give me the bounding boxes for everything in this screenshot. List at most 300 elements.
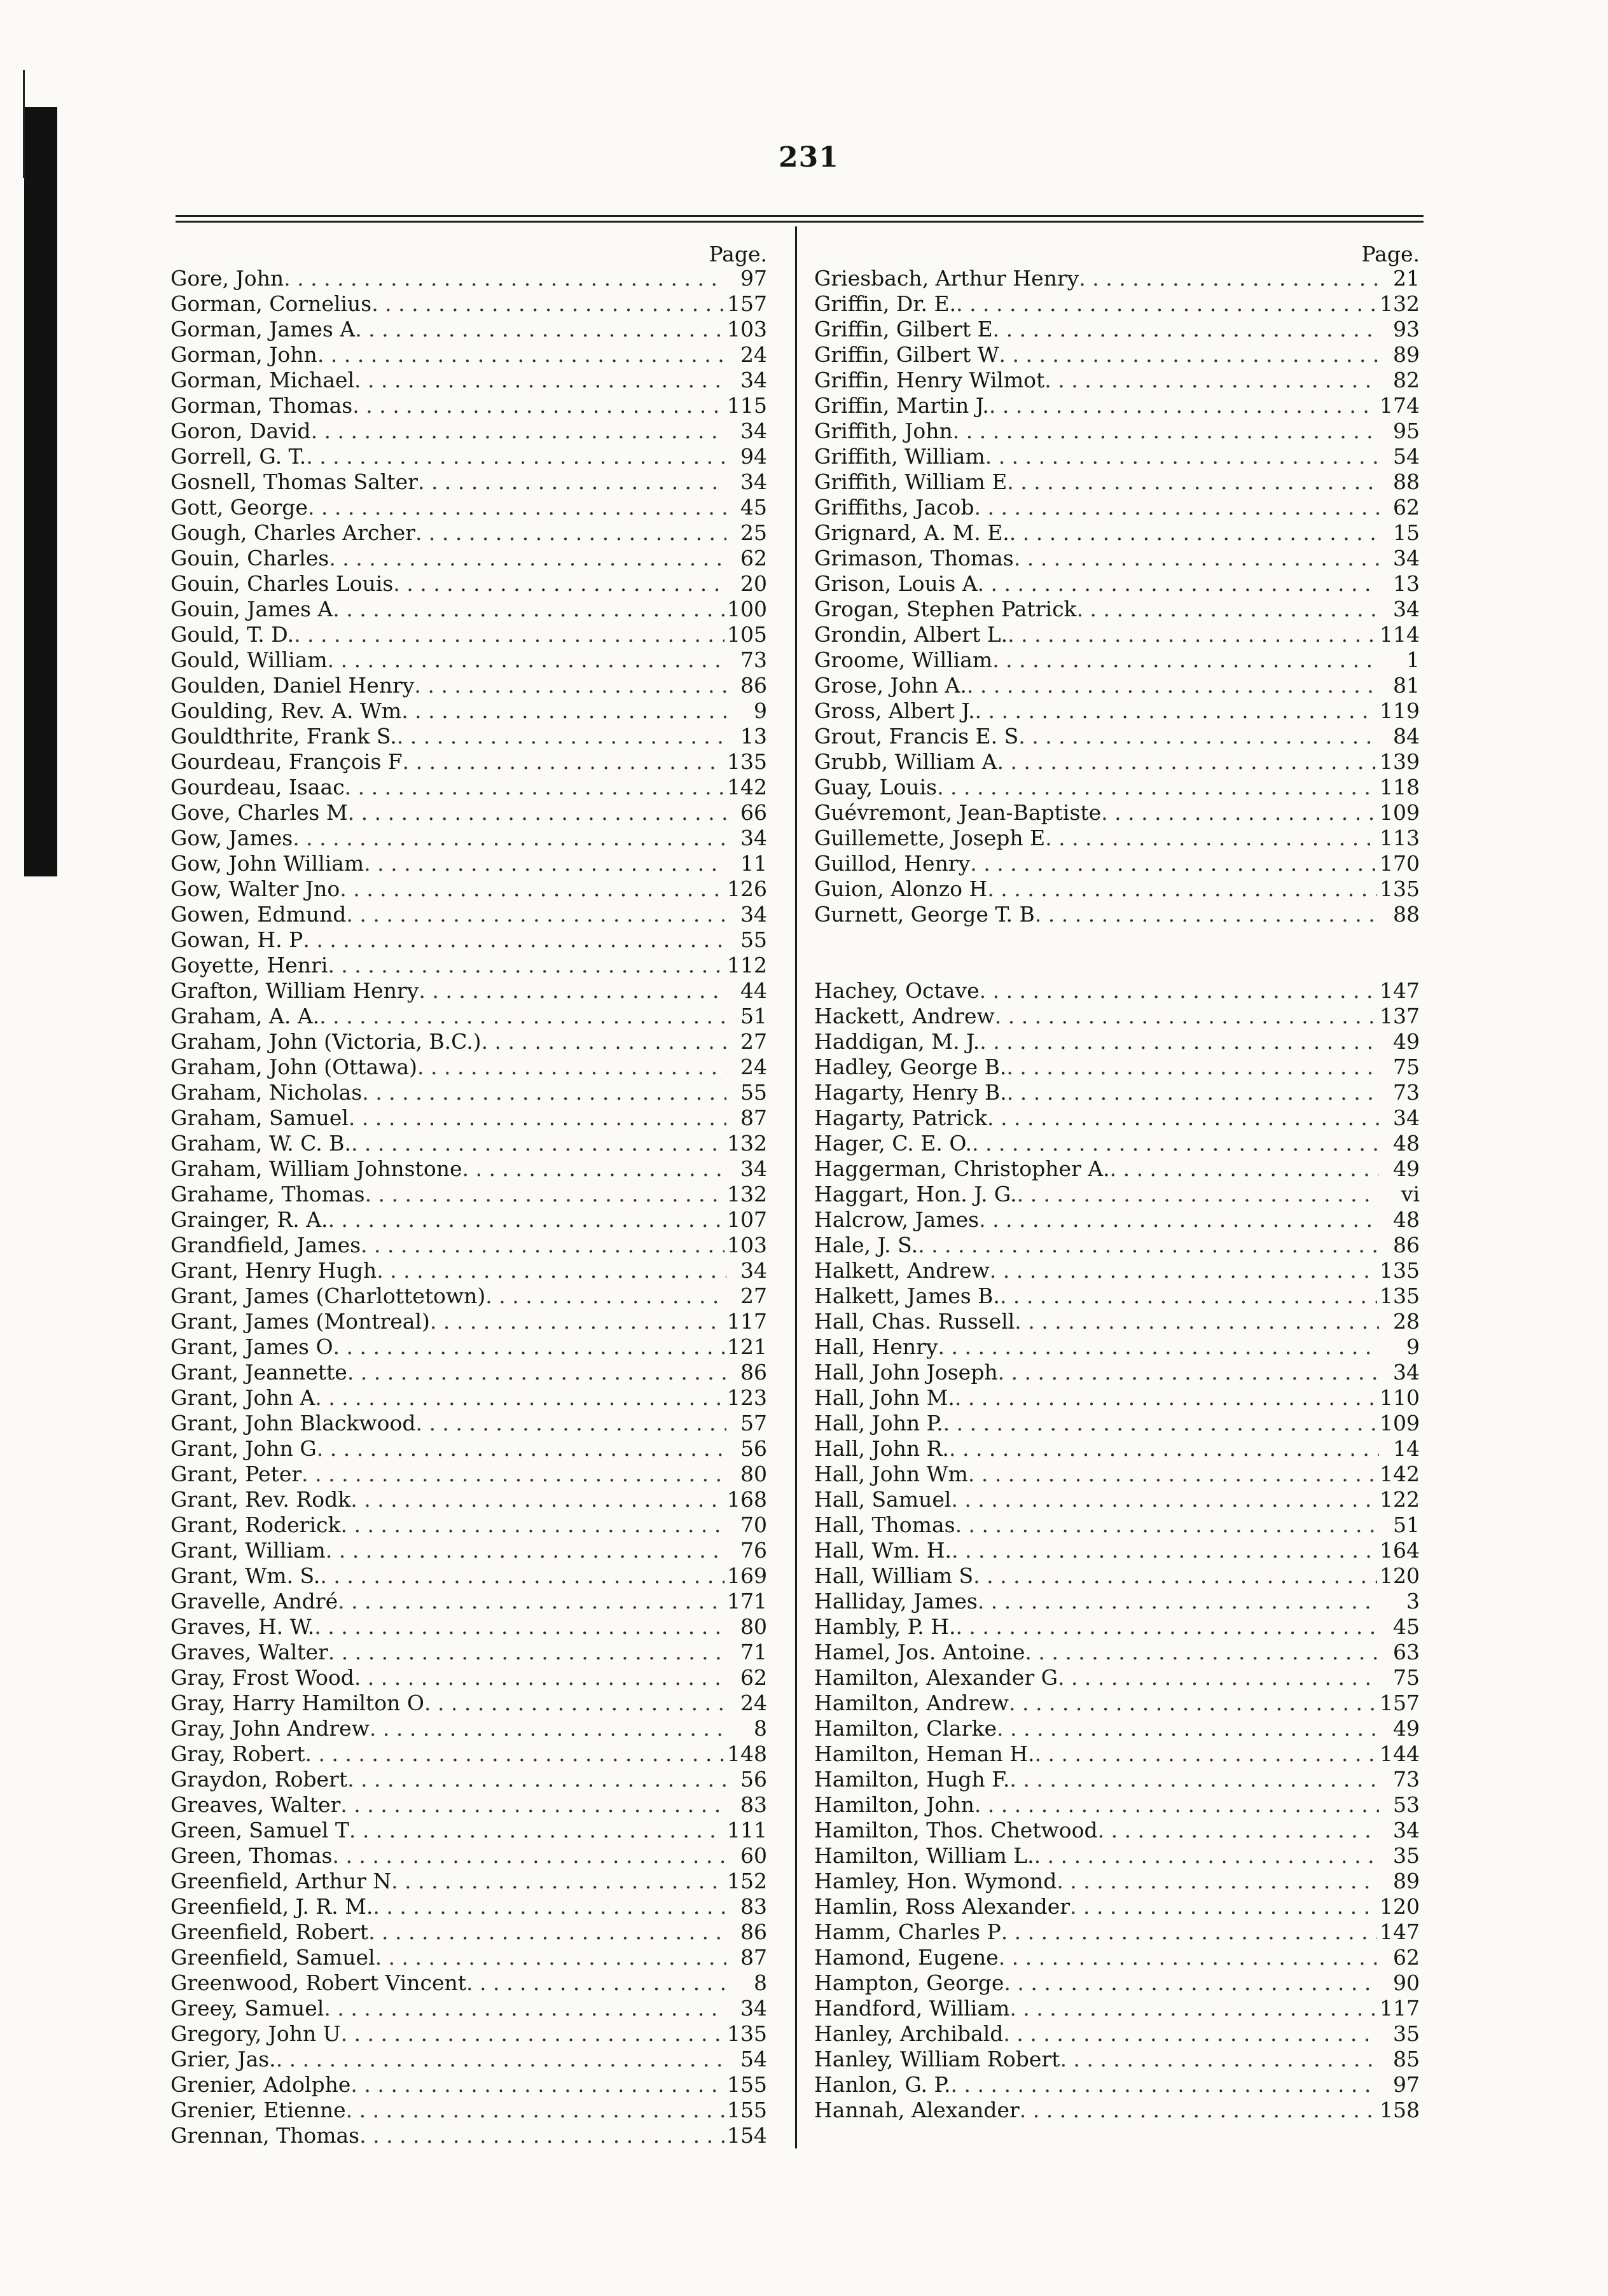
entry-name: Hamm, Charles P xyxy=(814,1919,1001,1944)
entry-page-number: 93 xyxy=(1393,317,1420,342)
index-entry xyxy=(170,1207,767,1233)
entry-name: Goulden, Daniel Henry xyxy=(170,673,415,698)
entry-name: Gore, John xyxy=(170,266,284,291)
entry-name: Hall, William S xyxy=(814,1563,974,1588)
dot-leader xyxy=(370,1716,726,1741)
entry-name: Grenier, Etienne xyxy=(170,2098,346,2122)
entry-page-number: 73 xyxy=(1393,1080,1420,1105)
entry-page-number: 27 xyxy=(740,1029,767,1054)
entry-page-number: 34 xyxy=(1393,1818,1420,1843)
index-entry xyxy=(814,1233,1420,1258)
entry-page-number: 88 xyxy=(1393,902,1420,927)
entry-name: Greenfield, J. R. M. xyxy=(170,1894,373,1919)
dot-leader xyxy=(326,1538,726,1563)
entry-page-number: 135 xyxy=(727,749,767,774)
dot-leader xyxy=(1003,2021,1379,2047)
index-entry xyxy=(170,1004,767,1029)
dot-leader xyxy=(377,1258,726,1283)
entry-name: Hager, C. E. O. xyxy=(814,1131,972,1156)
entry-page-number: 90 xyxy=(1393,1970,1420,1995)
dot-leader xyxy=(970,851,1377,876)
entry-name: Goulding, Rev. A. Wm xyxy=(170,698,402,723)
entry-page-number: 164 xyxy=(1380,1538,1420,1563)
dot-leader xyxy=(975,698,1377,724)
entry-name: Groome, William xyxy=(814,647,993,672)
dot-leader xyxy=(998,1360,1379,1385)
dot-leader xyxy=(329,546,726,571)
entry-page-number: 54 xyxy=(1393,444,1420,469)
entry-page-number: 80 xyxy=(740,1462,767,1486)
index-entry xyxy=(170,393,767,418)
index-entry xyxy=(814,1563,1420,1589)
index-entry xyxy=(814,2021,1420,2047)
entry-name: Grant, Peter xyxy=(170,1462,302,1486)
dot-leader xyxy=(308,495,726,520)
entry-page-number: 132 xyxy=(1380,291,1420,316)
index-entry xyxy=(814,1283,1420,1309)
entry-page-number: 13 xyxy=(1393,571,1420,596)
entry-page-number: 83 xyxy=(740,1792,767,1817)
entry-page-number: 155 xyxy=(727,2098,767,2122)
index-entry xyxy=(814,1436,1420,1462)
dot-leader xyxy=(955,1614,1379,1640)
dot-leader xyxy=(371,291,724,317)
entry-name: Gott, George xyxy=(170,495,308,520)
index-entry xyxy=(814,1665,1420,1691)
dot-leader xyxy=(284,266,726,291)
entry-name: Grandfield, James xyxy=(170,1233,361,1257)
entry-page-number: 132 xyxy=(727,1182,767,1207)
entry-name: Gregory, John U xyxy=(170,2021,341,2046)
entry-page-number: 118 xyxy=(1380,775,1420,799)
index-entry xyxy=(170,978,767,1004)
entry-page-number: 97 xyxy=(740,266,767,291)
dot-leader xyxy=(1008,622,1377,647)
entry-name: Griffin, Gilbert W xyxy=(814,342,999,367)
index-entry xyxy=(814,1334,1420,1360)
dot-leader xyxy=(1110,1156,1379,1182)
dot-leader xyxy=(373,1894,726,1919)
dot-leader xyxy=(1009,520,1379,546)
entry-name: Gow, James xyxy=(170,826,293,850)
index-entry xyxy=(170,1258,767,1283)
entry-page-number: 55 xyxy=(740,927,767,952)
index-entry xyxy=(170,1869,767,1894)
dot-leader xyxy=(375,1945,726,1970)
entry-page-number: 76 xyxy=(740,1538,767,1563)
dot-leader xyxy=(418,469,726,495)
entry-page-number: 34 xyxy=(740,469,767,494)
index-entry xyxy=(814,393,1420,418)
index-entry xyxy=(814,1207,1420,1233)
entry-name: Greenfield, Samuel xyxy=(170,1945,375,1970)
index-entry xyxy=(814,2047,1420,2072)
entry-page-number: 135 xyxy=(1380,1258,1420,1283)
entry-page-number: 139 xyxy=(1380,749,1420,774)
entry-name: Gorman, Cornelius xyxy=(170,291,372,316)
dot-leader xyxy=(351,1131,724,1156)
entry-page-number: 158 xyxy=(1380,2098,1420,2122)
index-entry xyxy=(814,1792,1420,1818)
entry-page-number: 95 xyxy=(1393,418,1420,443)
dot-leader xyxy=(354,1665,726,1691)
entry-name: Greenfield, Robert xyxy=(170,1919,369,1944)
entry-page-number: 25 xyxy=(740,520,767,545)
index-entry xyxy=(814,571,1420,597)
entry-page-number: 55 xyxy=(740,1080,767,1105)
dot-leader xyxy=(338,1589,724,1614)
dot-leader xyxy=(1045,826,1377,851)
dot-leader xyxy=(340,876,724,902)
entry-page-number: 157 xyxy=(727,291,767,316)
entry-page-number: 34 xyxy=(1393,1360,1420,1385)
entry-name: Griffin, Henry Wilmot xyxy=(814,368,1045,392)
index-entry xyxy=(814,673,1420,698)
entry-page-number: 174 xyxy=(1380,393,1420,418)
header-rule-top xyxy=(176,215,1424,217)
entry-page-number: 8 xyxy=(754,1716,767,1741)
entry-name: Grant, Roderick xyxy=(170,1512,341,1537)
index-entry xyxy=(170,851,767,876)
entry-name: Griffith, John xyxy=(814,418,953,443)
entry-name: Gourdeau, François F xyxy=(170,749,403,774)
entry-page-number: 103 xyxy=(727,1233,767,1257)
entry-page-number: 154 xyxy=(727,2123,767,2148)
index-entry xyxy=(170,724,767,749)
index-entry xyxy=(814,495,1420,520)
entry-page-number: 63 xyxy=(1393,1640,1420,1664)
entry-name: Grondin, Albert L. xyxy=(814,622,1008,647)
entry-page-number: 62 xyxy=(1393,1945,1420,1970)
index-entry xyxy=(170,2098,767,2123)
entry-name: Gray, Frost Wood xyxy=(170,1665,354,1690)
index-entry xyxy=(814,1741,1420,1767)
entry-page-number: 45 xyxy=(1393,1614,1420,1639)
index-entry xyxy=(814,1945,1420,1970)
index-entry xyxy=(170,1131,767,1156)
index-entry xyxy=(814,1258,1420,1283)
left-entry-list xyxy=(170,266,767,2148)
dot-leader xyxy=(951,2072,1379,2098)
entry-page-number: 113 xyxy=(1380,826,1420,850)
entry-page-number: 155 xyxy=(727,2072,767,2097)
dot-leader xyxy=(482,1029,726,1055)
index-entry xyxy=(170,1309,767,1334)
dot-leader xyxy=(349,1105,726,1131)
entry-page-number: 84 xyxy=(1393,724,1420,749)
entry-page-number: 15 xyxy=(1393,520,1420,545)
index-entry xyxy=(814,1055,1420,1080)
index-entry xyxy=(814,1080,1420,1105)
index-entry xyxy=(814,1640,1420,1665)
index-entry xyxy=(170,2072,767,2098)
entry-page-number: 34 xyxy=(740,902,767,927)
entry-name: Gray, John Andrew xyxy=(170,1716,370,1741)
left-column xyxy=(170,243,767,2148)
entry-page-number: 135 xyxy=(727,2021,767,2046)
entry-name: Gross, Albert J. xyxy=(814,698,975,723)
entry-page-number: vi xyxy=(1401,1182,1420,1207)
index-entry xyxy=(814,418,1420,444)
entry-name: Griffith, William E xyxy=(814,469,1008,494)
index-entry xyxy=(814,1538,1420,1563)
dot-leader xyxy=(985,444,1379,469)
entry-page-number: 105 xyxy=(727,622,767,647)
dot-leader xyxy=(1020,2098,1377,2123)
entry-page-number: 119 xyxy=(1380,698,1420,723)
dot-leader xyxy=(949,1436,1379,1462)
entry-page-number: 8 xyxy=(754,1970,767,1995)
index-entry xyxy=(170,1691,767,1716)
entry-name: Graham, W. C. B. xyxy=(170,1131,351,1156)
entry-name: Gorrell, G. T. xyxy=(170,444,307,469)
dot-leader xyxy=(306,444,726,469)
entry-name: Hale, J. S. xyxy=(814,1233,918,1257)
entry-page-number: 75 xyxy=(1393,1055,1420,1079)
entry-page-number: 66 xyxy=(740,800,767,825)
entry-name: Gray, Harry Hamilton O xyxy=(170,1691,424,1715)
index-entry xyxy=(814,291,1420,317)
dot-leader xyxy=(419,978,726,1004)
entry-name: Graham, John (Ottawa) xyxy=(170,1055,418,1079)
index-entry xyxy=(170,1462,767,1487)
entry-page-number: 28 xyxy=(1393,1309,1420,1334)
entry-page-number: 117 xyxy=(727,1309,767,1334)
index-entry xyxy=(814,698,1420,724)
entry-page-number: 80 xyxy=(740,1614,767,1639)
dot-leader xyxy=(305,1741,724,1767)
entry-name: Gowen, Edmund xyxy=(170,902,347,927)
entry-name: Hanley, Archibald xyxy=(814,2021,1004,2046)
entry-page-number: 148 xyxy=(727,1741,767,1766)
entry-name: Griffith, William xyxy=(814,444,985,469)
entry-page-number: 45 xyxy=(740,495,767,520)
entry-name: Graham, John (Victoria, B.C.) xyxy=(170,1029,482,1054)
dot-leader xyxy=(952,1538,1377,1563)
index-entry xyxy=(814,317,1420,342)
index-entry xyxy=(814,2072,1420,2098)
index-entry xyxy=(814,444,1420,469)
index-entry xyxy=(170,1360,767,1385)
entry-name: Graves, H. W. xyxy=(170,1614,315,1639)
dot-leader xyxy=(324,1996,726,2021)
scan-edge-line xyxy=(23,70,25,178)
dot-leader xyxy=(346,2098,724,2123)
entry-name: Hachey, Octave xyxy=(814,978,980,1003)
index-entry xyxy=(814,1996,1420,2021)
index-entry xyxy=(814,1843,1420,1869)
entry-page-number: 86 xyxy=(740,1360,767,1385)
entry-name: Guay, Louis xyxy=(814,775,938,799)
dot-leader xyxy=(1058,1665,1379,1691)
entry-name: Grant, John G xyxy=(170,1436,317,1461)
index-entry xyxy=(170,2047,767,2072)
dot-leader xyxy=(1060,2047,1379,2072)
entry-name: Grant, John A xyxy=(170,1385,315,1410)
entry-page-number: 49 xyxy=(1393,1716,1420,1741)
entry-page-number: 51 xyxy=(1393,1512,1420,1537)
index-entry xyxy=(170,673,767,698)
entry-page-number: 60 xyxy=(740,1843,767,1868)
entry-name: Grignard, A. M. E. xyxy=(814,520,1009,545)
dot-leader xyxy=(401,698,726,724)
entry-name: Hamel, Jos. Antoine xyxy=(814,1640,1025,1664)
index-entry xyxy=(814,1818,1420,1843)
entry-page-number: 49 xyxy=(1393,1156,1420,1181)
dot-leader xyxy=(294,622,724,647)
entry-name: Hamond, Eugene xyxy=(814,1945,999,1970)
entry-page-number: 170 xyxy=(1380,851,1420,876)
index-entry xyxy=(814,342,1420,368)
entry-name: Guillemette, Joseph E xyxy=(814,826,1046,850)
entry-name: Grant, Rev. Rodk xyxy=(170,1487,351,1512)
entry-name: Hall, Henry xyxy=(814,1334,938,1359)
index-entry xyxy=(170,953,767,978)
entry-page-number: 73 xyxy=(740,647,767,672)
entry-page-number: 169 xyxy=(727,1563,767,1588)
index-entry xyxy=(170,927,767,953)
entry-page-number: 110 xyxy=(1380,1385,1420,1410)
dot-leader xyxy=(1004,1970,1379,1996)
entry-name: Grafton, William Henry xyxy=(170,978,419,1003)
entry-page-number: 70 xyxy=(740,1512,767,1537)
dot-leader xyxy=(979,1207,1379,1233)
entry-name: Hall, John M. xyxy=(814,1385,955,1410)
entry-name: Greenwood, Robert Vincent xyxy=(170,1970,467,1995)
entry-name: Guévremont, Jean-Baptiste xyxy=(814,800,1102,825)
dot-leader xyxy=(303,927,726,953)
entry-name: Gouldthrite, Frank S. xyxy=(170,724,397,749)
entry-name: Gow, Walter Jno xyxy=(170,876,340,901)
entry-name: Griffin, Dr. E. xyxy=(814,291,957,316)
entry-name: Hamilton, Thos. Chetwood xyxy=(814,1818,1098,1843)
index-entry xyxy=(170,1487,767,1512)
index-entry xyxy=(170,546,767,571)
dot-leader xyxy=(974,1792,1379,1818)
index-entry xyxy=(814,1182,1420,1207)
entry-page-number: 142 xyxy=(727,775,767,799)
dot-leader xyxy=(999,342,1380,368)
entry-page-number: 88 xyxy=(1393,469,1420,494)
entry-name: Gurnett, George T. B xyxy=(814,902,1035,927)
dot-leader xyxy=(414,673,726,698)
dot-leader xyxy=(918,1233,1379,1258)
index-entry xyxy=(170,1055,767,1080)
index-entry xyxy=(170,1614,767,1640)
index-entry xyxy=(170,1792,767,1818)
index-entry xyxy=(814,622,1420,647)
entry-page-number: 137 xyxy=(1380,1004,1420,1028)
entry-page-number: 132 xyxy=(727,1131,767,1156)
dot-leader xyxy=(1009,1691,1377,1716)
dot-leader xyxy=(415,1411,726,1436)
index-entry xyxy=(814,647,1420,673)
dot-leader xyxy=(1001,1919,1377,1945)
entry-page-number: 117 xyxy=(1380,1996,1420,2021)
entry-page-number: 86 xyxy=(1393,1233,1420,1257)
entry-name: Grant, Henry Hugh xyxy=(170,1258,377,1283)
entry-name: Gorman, Thomas xyxy=(170,393,353,418)
dot-leader xyxy=(1034,1843,1379,1869)
index-entry xyxy=(170,749,767,775)
dot-leader xyxy=(346,902,726,927)
dot-leader xyxy=(328,647,726,673)
index-entry xyxy=(170,1767,767,1792)
entry-name: Hamilton, Hugh F. xyxy=(814,1767,1010,1792)
index-entry xyxy=(170,1818,767,1843)
entry-page-number: 34 xyxy=(740,1996,767,2021)
entry-name: Haddigan, M. J. xyxy=(814,1029,980,1054)
dot-leader xyxy=(347,1360,726,1385)
index-entry xyxy=(170,775,767,800)
index-entry xyxy=(170,1563,767,1589)
index-entry xyxy=(814,266,1420,291)
entry-name: Green, Thomas xyxy=(170,1843,333,1868)
entry-name: Hamilton, Heman H. xyxy=(814,1741,1035,1766)
index-entry xyxy=(814,1385,1420,1411)
dot-leader xyxy=(943,1411,1377,1436)
dot-leader xyxy=(1098,1818,1379,1843)
dot-leader xyxy=(972,1131,1379,1156)
entry-name: Goyette, Henri xyxy=(170,953,328,978)
dot-leader xyxy=(980,1029,1379,1055)
left-page-heading: Page. xyxy=(709,242,767,266)
index-entry xyxy=(170,291,767,317)
dot-leader xyxy=(333,597,724,622)
entry-name: Hamilton, Andrew xyxy=(814,1691,1009,1715)
entry-page-number: 3 xyxy=(1406,1589,1420,1614)
entry-page-number: 9 xyxy=(754,698,767,723)
entry-name: Gouin, Charles xyxy=(170,546,329,571)
entry-name: Grahame, Thomas xyxy=(170,1182,365,1207)
entry-name: Graham, Nicholas xyxy=(170,1080,363,1105)
dot-leader xyxy=(938,1334,1379,1360)
entry-name: Gorman, James A xyxy=(170,317,356,342)
entry-page-number: 142 xyxy=(1380,1462,1420,1486)
index-entry xyxy=(170,571,767,597)
index-entry xyxy=(170,826,767,851)
dot-leader xyxy=(990,1258,1377,1283)
column-divider xyxy=(795,226,797,2148)
entry-name: Hamley, Hon. Wymond xyxy=(814,1869,1057,1893)
dot-leader xyxy=(967,673,1379,698)
index-entry xyxy=(814,826,1420,851)
entry-page-number: 144 xyxy=(1380,1741,1420,1766)
entry-page-number: 86 xyxy=(740,1919,767,1944)
entry-page-number: 62 xyxy=(740,546,767,571)
index-entry xyxy=(170,1029,767,1055)
dot-leader xyxy=(997,1716,1379,1741)
entry-page-number: 11 xyxy=(740,851,767,876)
dot-leader xyxy=(1007,1080,1379,1105)
entry-name: Griesbach, Arthur Henry xyxy=(814,266,1079,291)
dot-leader xyxy=(340,1512,726,1538)
index-entry xyxy=(814,1512,1420,1538)
index-entry xyxy=(814,876,1420,902)
entry-page-number: 97 xyxy=(1393,2072,1420,2097)
entry-page-number: 35 xyxy=(1393,1843,1420,1868)
right-column xyxy=(814,243,1420,2123)
index-entry xyxy=(170,368,767,393)
index-entry xyxy=(814,1869,1420,1894)
dot-leader xyxy=(393,571,726,597)
entry-name: Gould, T. D. xyxy=(170,622,295,647)
entry-page-number: 135 xyxy=(1380,876,1420,901)
entry-name: Hall, Wm. H. xyxy=(814,1538,952,1563)
entry-name: Hannah, Alexander xyxy=(814,2098,1020,2122)
entry-page-number: 34 xyxy=(740,418,767,443)
header-rule-bottom xyxy=(176,221,1424,223)
